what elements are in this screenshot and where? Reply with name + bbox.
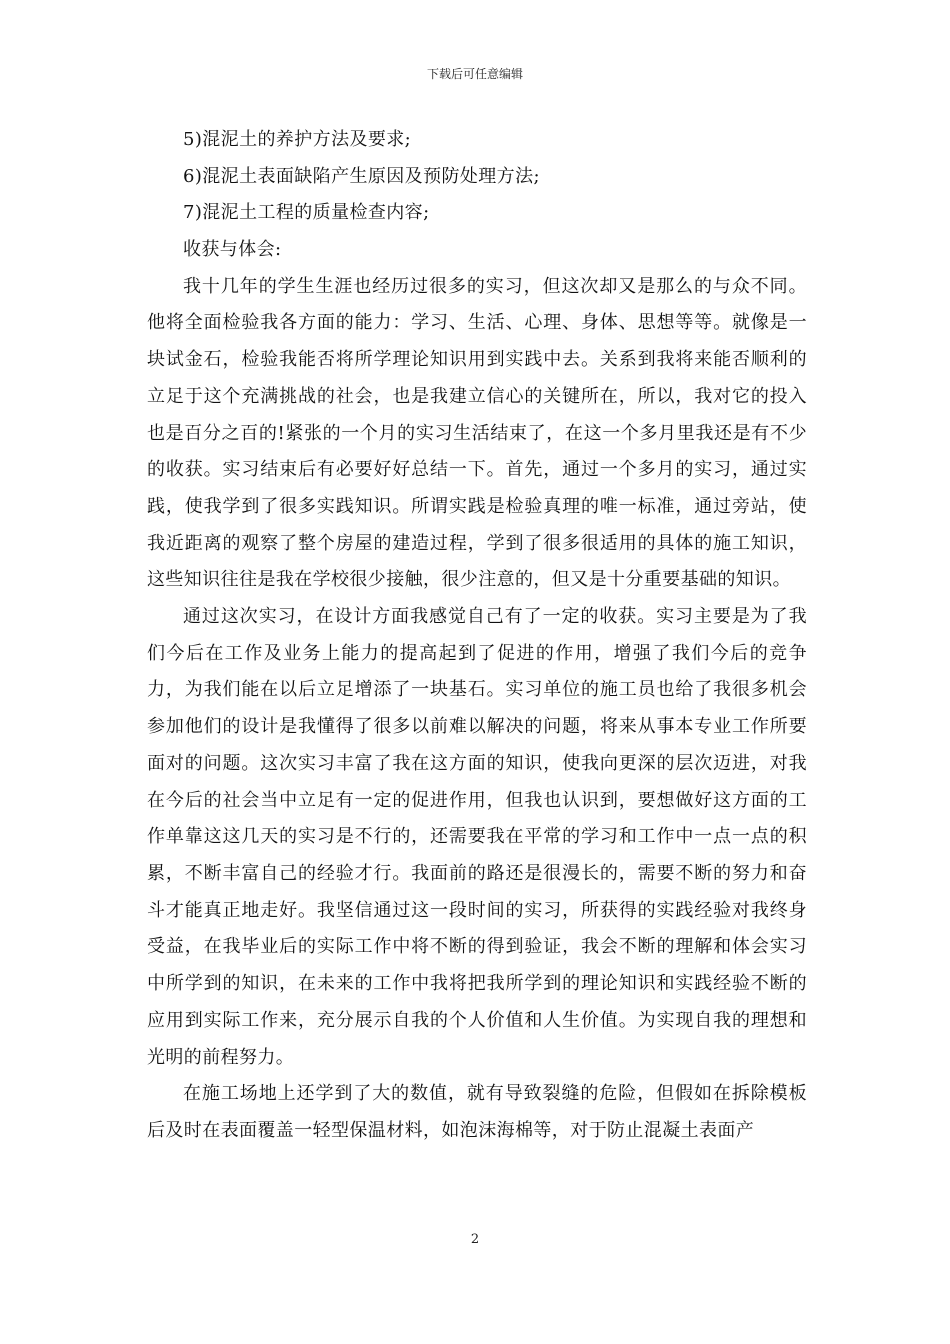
page-header: 下载后可任意编辑 bbox=[426, 67, 523, 81]
section-heading-gains: 收获与体会: bbox=[183, 239, 282, 261]
page-number: 2 bbox=[470, 1232, 480, 1247]
list-item-curing-method: 5)混泥土的养护方法及要求; bbox=[183, 129, 412, 150]
paragraph-internship-experience: 我十几年的学生生涯也经历过很多的实习，但这次却又是那么的与众不同。他将全面检验我各方面的能力：学习、生活、心理、身体、思想等等。就像是一块试金石，检验我能否将所学理论知识用到实践中去。关系到我将来能否顺利的立足于这个充满挑战的社会，也是我建立信心的关键所在，所以，我对它的投入也是百分之百的!紧张的一个月的实习生活结束了，在这一个多月里我还是有不少的收获。实习结束后有必要好好总结一下。首先，通过一个多月的实习，通过实践，使我学到了很多实践知识。所谓实践是检验真理的唯一标准，通过旁站，使我近距离的观察了整个房屋的建造过程，学到了很多很适用的具体的施工知识，这些知识往往是我在学校很少接触，很少注意的，但又是十分重要基础的知识。 bbox=[147, 275, 807, 591]
list-item-surface-defects: 6)混泥土表面缺陷产生原因及预防处理方法; bbox=[183, 165, 540, 187]
paragraph-site-learning: 在施工场地上还学到了大的数值，就有导致裂缝的危险，但假如在拆除模板后及时在表面覆盖一轻型保温材料，如泡沫海棉等，对于防止混凝土表面产 bbox=[147, 1083, 807, 1141]
paragraph-design-gains: 通过这次实习，在设计方面我感觉自己有了一定的收获。实习主要是为了我们今后在工作及业务上能力的提高起到了促进的作用，增强了我们今后的竞争力，为我们能在以后立足增添了一块基石。实习单位的施工员也给了我很多机会参加他们的设计是我懂得了很多以前难以解决的问题，将来从事本专业工作所要面对的问题。这次实习丰富了我在这方面的知识，使我向更深的层次迈进，对我在今后的社会当中立足有一定的促进作用，但我也认识到，要想做好这方面的工作单靠这这几天的实习是不行的，还需要我在平常的学习和工作中一点一点的积累，不断丰富自己的经验才行。我面前的路还是很漫长的，需要不断的努力和奋斗才能真正地走好。我坚信通过这一段时间的实习，所获得的实践经验对我终身受益，在我毕业后的实际工作中将不断的得到验证，我会不断的理解和体会实习中所学到的知识，在未来的工作中我将把我所学到的理论知识和实践经验不断的应用到实际工作来，充分展示自我的个人价值和人生价值。为实现自我的理想和光明的前程努力。 bbox=[147, 606, 807, 1068]
document-body bbox=[147, 122, 807, 1150]
list-item-quality-inspection: 7)混泥土工程的质量检查内容; bbox=[183, 202, 430, 224]
